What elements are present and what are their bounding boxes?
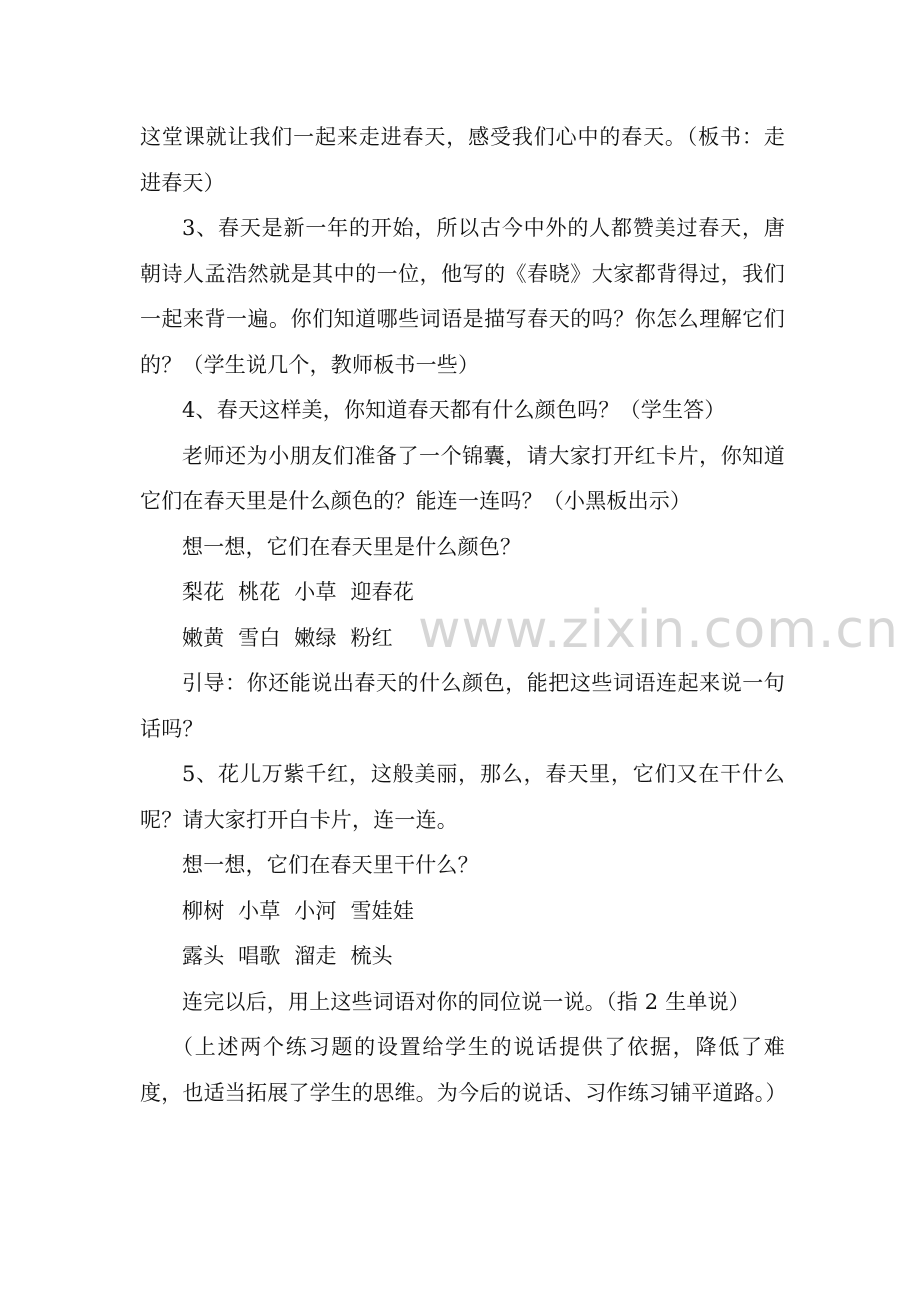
paragraph-color-question: 想一想，它们在春天里是什么颜色？	[182, 534, 522, 559]
word-list-actions: 露头 唱歌 溜走 梳头	[182, 944, 393, 968]
paragraph-red-card: 老师还为小朋友们准备了一个锦囊，请大家打开红卡片，你知道它们在春天里是什么颜色的？能连一连吗？（小黑板出示）	[140, 443, 785, 513]
paragraph-action-question: 想一想，它们在春天里干什么？	[182, 853, 479, 877]
document-body	[140, 115, 785, 1116]
paragraph-step-5: 5、花儿万紫千红，这般美丽，那么，春天里，它们又在干什么呢？请大家打开白卡片，连一连。	[140, 762, 785, 832]
watermark: www.zixin.com.cn	[418, 600, 899, 660]
word-list-subjects: 柳树 小草 小河 雪娃娃	[182, 898, 415, 923]
paragraph-guidance: 引导：你还能说出春天的什么颜色，能把这些词语连起来说一句话吗？	[140, 671, 785, 741]
paragraph-step-4: 4、春天这样美，你知道春天都有什么颜色吗？（学生答）	[182, 398, 726, 422]
paragraph-commentary: （上述两个练习题的设置给学生的说话提供了依据，降低了难度，也适当拓展了学生的思维。为今后的说话、习作练习铺平道路。）	[140, 1035, 787, 1105]
paragraph-intro: 这堂课就让我们一起来走进春天，感受我们心中的春天。（板书：走进春天）	[140, 125, 785, 195]
paragraph-step-3: 3、春天是新一年的开始，所以古今中外的人都赞美过春天，唐朝诗人孟浩然就是其中的一位，他写的《春晓》大家都背得过，我们一起来背一遍。你们知道哪些词语是描写春天的吗？你怎么理解它们的？（学生说几个，教师板书一些）	[140, 216, 785, 377]
paragraph-pair-talk: 连完以后，用上这些词语对你的同位说一说。（指 2 生单说）	[182, 989, 751, 1014]
word-list-flowers: 梨花 桃花 小草 迎春花	[182, 580, 415, 604]
word-list-colors: 嫩黄 雪白 嫩绿 粉红	[182, 625, 393, 650]
